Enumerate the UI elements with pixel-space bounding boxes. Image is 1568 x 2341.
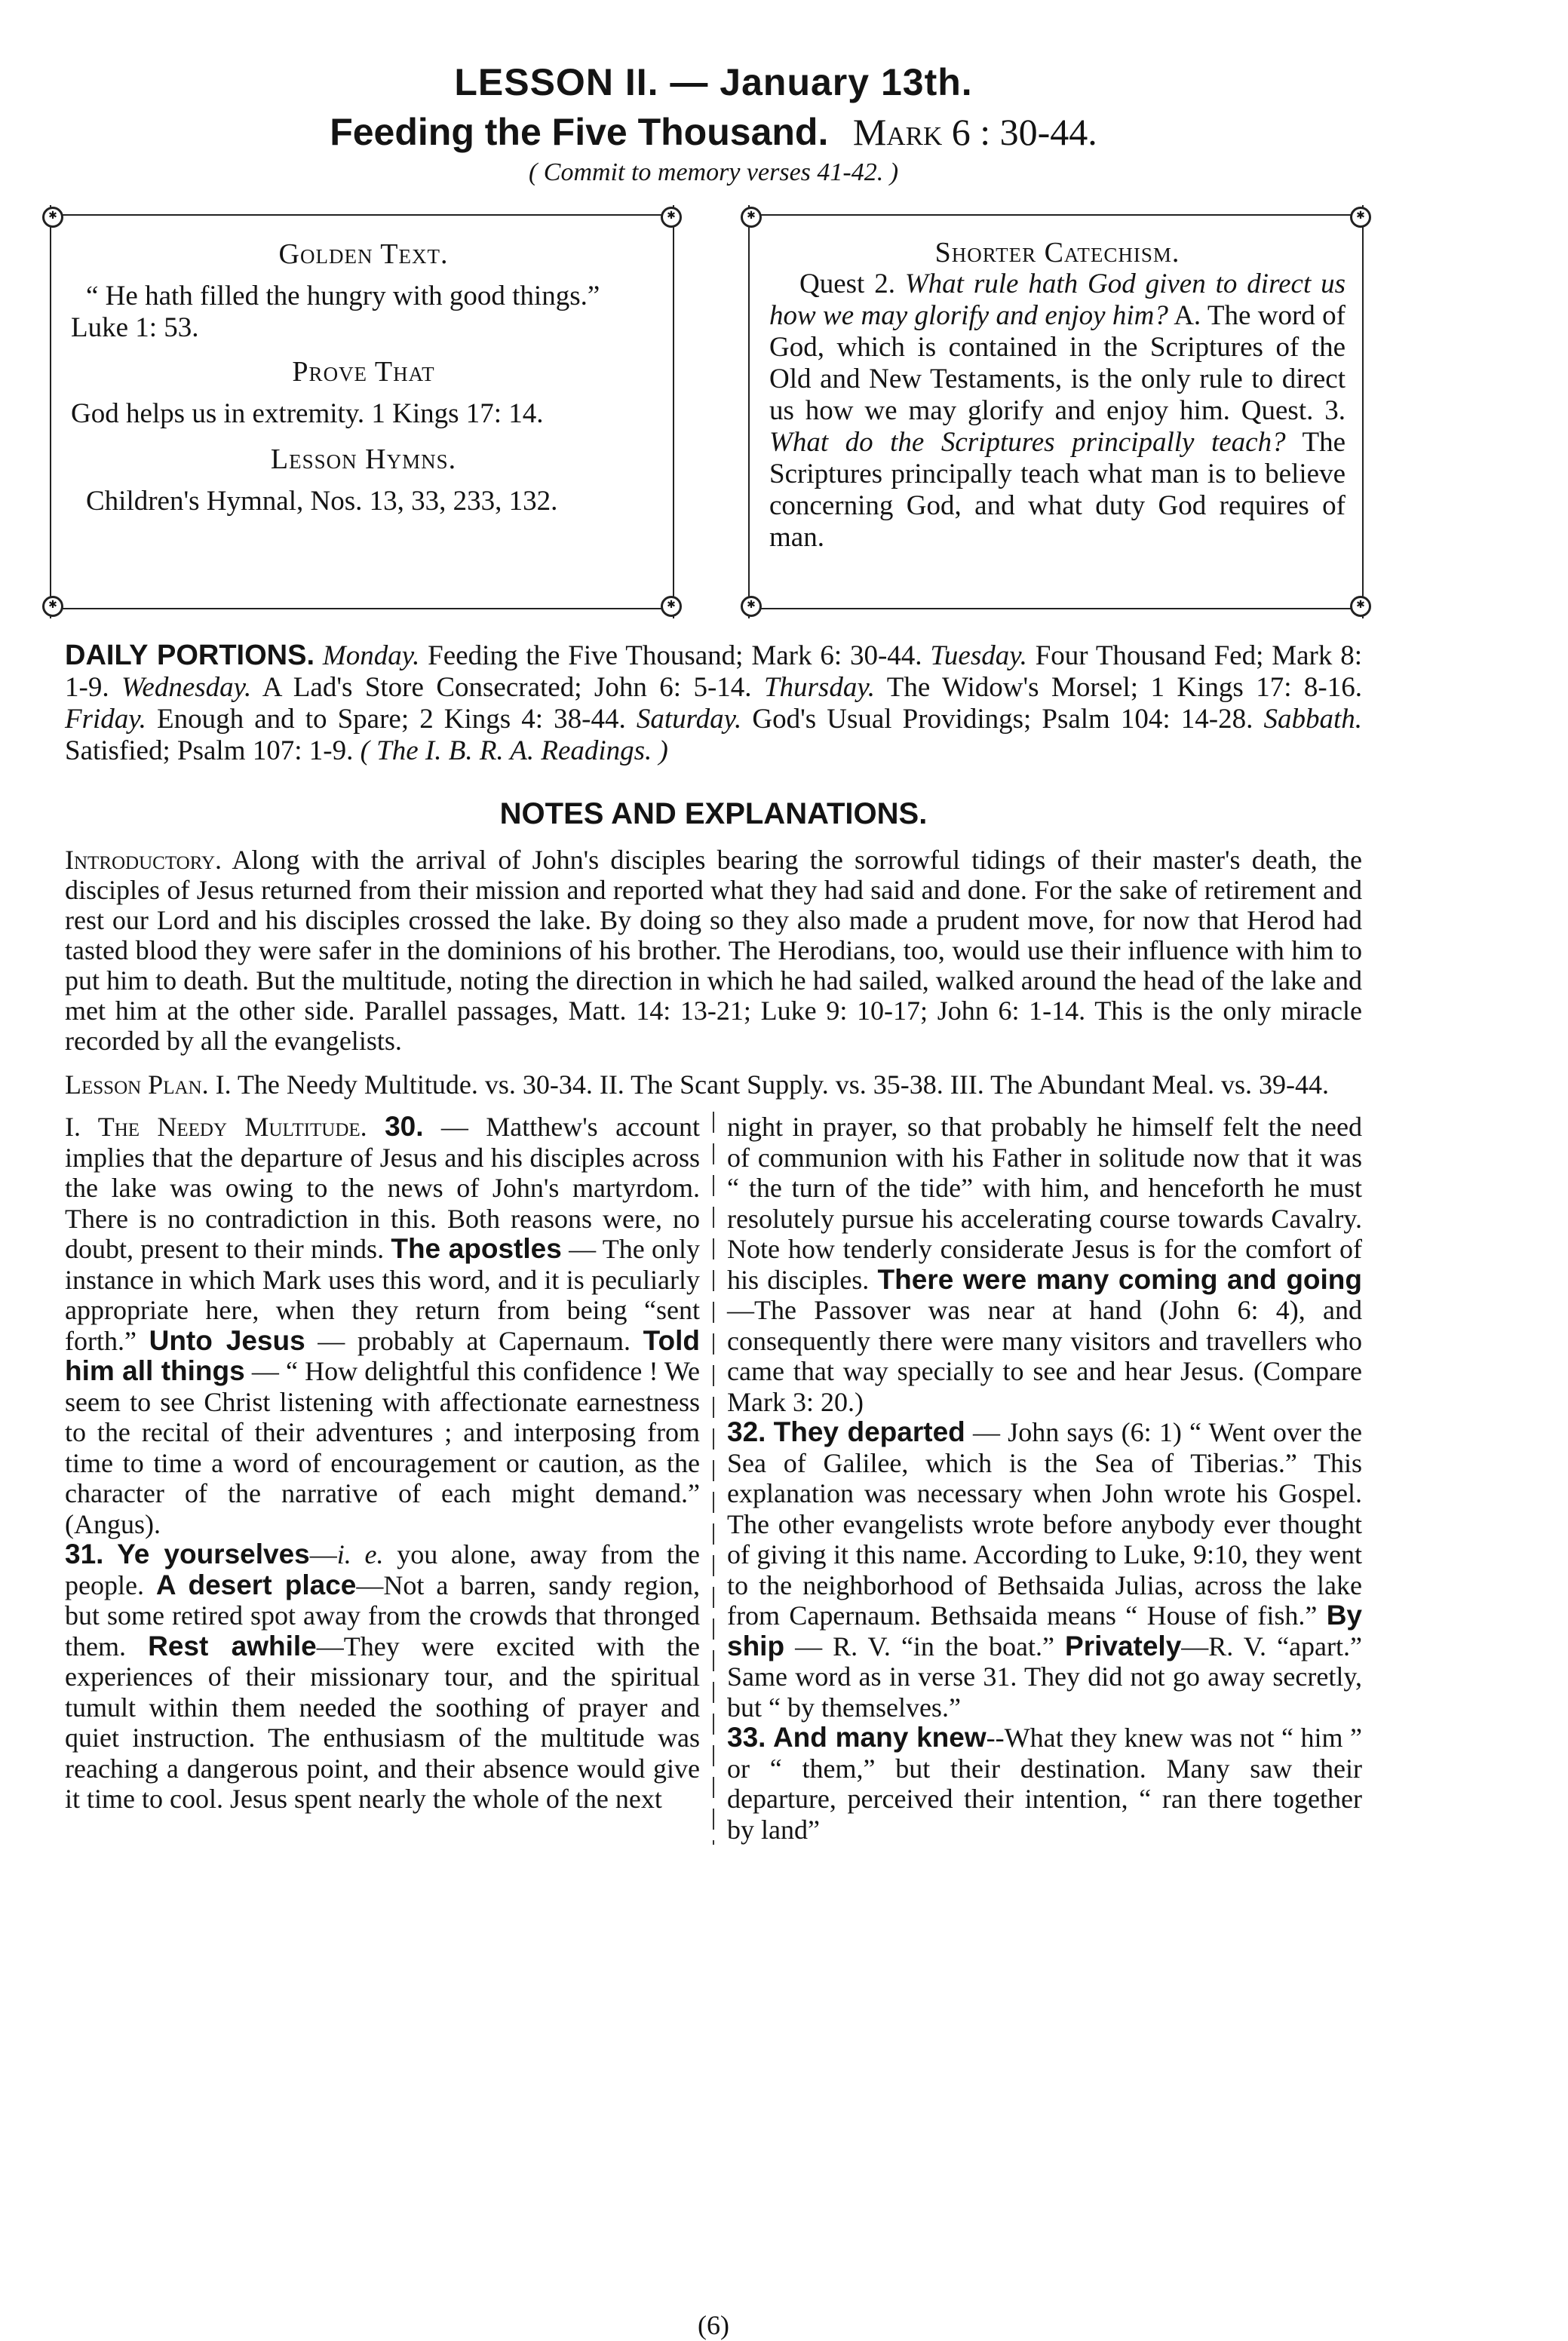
page <box>48 60 1365 2340</box>
verse-number: 31. <box>65 1539 104 1569</box>
keyword: Told him all things <box>65 1324 701 1386</box>
golden-text-box <box>50 205 674 618</box>
day-label: Wednesday. <box>121 672 252 703</box>
note-text: — Matthew's account implies that the departure of Jesus and his disciples across the lake was owing to the news of John's martyrdom. There is no contradiction in this. Both reasons were, no doubt, present to their minds. <box>65 1112 701 1264</box>
note-text: — R. V. “in the boat.” <box>784 1631 1066 1661</box>
question-label: Quest 2. <box>799 268 895 299</box>
corner-ornament-icon: ✱ <box>1350 596 1371 617</box>
introductory-text: Along with the arrival of John's disciples bearing the sorrowful tidings of their master's death, the disciples of Jesus returned from their mission and reported what they had said and done. For the sake of retirement and rest our Lord and his disciples crossed the lake. By doing so they also made a prudent move, for now that Herod had tasted blood they were safer in the dominions of his brother. The Herodians, too, would use their influence with him to put him to death. But the multitude, noting the direction in which he had sailed, walked around the head of the lake and met him at the other side. Parallel passages, Matt. 14: 13-21; Luke 9: 10-17; John 6: 1-14. This is the only miracle recorded by all the evangelists. <box>65 845 1362 1056</box>
introductory-paragraph <box>65 845 1362 1056</box>
question-label: Quest. 3. <box>1241 395 1346 426</box>
lesson-plan-text: I. The Needy Multitude. vs. 30-34. II. The Scant Supply. vs. 35-38. III. The Abundant Meal. vs. 39-44. <box>208 1069 1330 1100</box>
column-divider <box>713 1112 714 1845</box>
day-reading: Satisfied; Psalm 107: 1-9. <box>65 735 361 766</box>
verse-33-note <box>727 1723 1362 1845</box>
day-label: Thursday. <box>763 672 875 703</box>
corner-ornament-icon: ✱ <box>661 207 682 228</box>
note-text: —They were excited with the experiences of their missionary tour, and the spiritual tumult within them needed the soothing of prayer and quiet instruction. The enthusiasm of the multitude was reaching a dangerous point, and their absence would give it time to cool. Jesus spent nearly the whole of the next <box>65 1631 700 1814</box>
verse-number: 33. <box>727 1722 766 1753</box>
golden-text-heading: Golden Text. <box>278 238 449 270</box>
catechism-heading: Shorter Catechism. <box>934 237 1180 268</box>
note-text: —R. V. “apart.” Same word as in verse 31. They did not go away secretly, but “ by themselves.” <box>727 1631 1363 1723</box>
corner-ornament-icon: ✱ <box>42 596 63 617</box>
day-label: Sabbath. <box>1263 704 1362 735</box>
verse-30-note <box>65 1112 700 1539</box>
note-text: — The only instance in which Mark uses this word, and it is peculiarly appropriate here, when they return from being “sent forth.” <box>65 1234 700 1356</box>
keyword: A desert place <box>155 1569 357 1600</box>
prove-that-text: God helps us in extremity. 1 Kings 17: 14. <box>71 398 544 429</box>
note-text: night in prayer, so that probably he himself felt the need of communion with his Father in solitude now that it was “ the turn of the tide” with him, and henceforth he must resolutely pursue his accelerating course towards Cavalry. Note how tenderly considerate Jesus is for the comfort of his disciples. <box>727 1112 1362 1295</box>
commentary-columns <box>65 1112 1362 1845</box>
lesson-subtitle <box>65 110 1362 154</box>
note-text: — “ How delightful this confidence ! We seem to see Christ listening with affectionate earnestness to the recital of their adventures ; and interposing from time to time a word of encouragement or caution, as the character of the narrative of each might demand.” (Angus). <box>65 1356 700 1539</box>
note-text: —Not a barren, sandy region, but some retired spot away from the crowds that thronged them. <box>65 1569 701 1661</box>
corner-ornament-icon: ✱ <box>741 596 762 617</box>
note-text: i. e. <box>336 1539 384 1569</box>
catechism-text <box>769 268 1346 554</box>
answer-text: The Scriptures principally teach what man is to believe concerning God, and what duty God requires of man. <box>769 427 1346 553</box>
day-reading: A Lad's Store Consecrated; John 6: 5-14. <box>251 672 764 703</box>
day-label: Tuesday. <box>930 640 1027 671</box>
introductory-label: Introductory. <box>65 845 222 875</box>
keyword: Rest awhile <box>148 1630 317 1661</box>
memory-verses: ( Commit to memory verses 41-42. ) <box>528 158 899 186</box>
corner-ornament-icon: ✱ <box>741 207 762 228</box>
keyword: Unto Jesus <box>149 1324 305 1356</box>
section-heading: I. The Needy Multitude. <box>65 1112 367 1142</box>
note-text: --What they knew was not “ him ” or “ them,” but their destination. Many saw their departure, perceived their intention, “ ran there together by land” <box>727 1723 1363 1845</box>
lesson-title: LESSON II. — January 13th. <box>454 61 973 103</box>
golden-text: “ He hath filled the hungry with good things.” Luke 1: 53. <box>71 281 600 343</box>
daily-portions <box>65 640 1362 767</box>
left-column <box>65 1112 700 1845</box>
question-text: What do the Scriptures principally teach? <box>769 427 1286 458</box>
keyword: Ye yourselves <box>117 1539 310 1569</box>
prove-that-heading: Prove That <box>292 356 435 388</box>
day-label: Friday. <box>65 704 146 735</box>
daily-portions-heading: DAILY PORTIONS. <box>65 640 315 671</box>
day-reading: Enough and to Spare; 2 Kings 4: 38-44. <box>146 704 637 735</box>
keyword: By ship <box>727 1600 1362 1661</box>
right-column <box>727 1112 1362 1845</box>
readings-source: ( The I. B. R. A. Readings. ) <box>360 735 668 766</box>
corner-ornament-icon: ✱ <box>42 207 63 228</box>
day-label: Saturday. <box>636 704 742 735</box>
info-boxes <box>48 205 1365 635</box>
keyword: There were many coming and going <box>877 1263 1363 1295</box>
verse-number: 30. <box>385 1111 424 1142</box>
corner-ornament-icon: ✱ <box>1350 207 1371 228</box>
lesson-subject: Feeding the Five Thousand. <box>330 111 829 153</box>
lesson-plan-paragraph <box>65 1069 1362 1100</box>
question-text: What rule hath God given to direct us how we may glorify and enjoy him? <box>769 268 1346 331</box>
corner-ornament-icon: ✱ <box>661 596 682 617</box>
verse-32-note <box>727 1417 1362 1723</box>
page-number: (6) <box>698 2310 729 2340</box>
note-text: — John says (6: 1) “ Went over the Sea of Galilee, which is the Sea of Tiberias.” This explanation was necessary when John wrote his Gospel. The other evangelists wrote before anybody ever thought of giving it this name. According to Luke, 9:10, they went to the neighborhood of Bethsaida Julias, across the lake from Capernaum. Bethsaida means “ House of fish.” <box>727 1417 1362 1631</box>
day-reading: Feeding the Five Thousand; Mark 6: 30-44. <box>419 640 931 671</box>
note-text: you alone, away from the people. <box>65 1539 701 1600</box>
day-reading: The Widow's Morsel; 1 Kings 17: 8-16. <box>874 672 1362 703</box>
day-label: Monday. <box>322 640 420 671</box>
note-text: — probably at Capernaum. <box>305 1325 643 1356</box>
keyword: Privately <box>1065 1630 1182 1661</box>
answer-text: A. The word of God, which is contained in the Scriptures of the Old and New Testaments, is the only rule to direct us how we may glorify and enjoy him. <box>769 300 1346 426</box>
keyword: And many knew <box>772 1722 987 1753</box>
day-reading: God's Usual Providings; Psalm 104: 14-28. <box>741 704 1264 735</box>
verse-number: 32. <box>727 1416 766 1447</box>
scripture-reference: Mark 6 : 30-44. <box>852 111 1097 153</box>
keyword: They departed <box>773 1416 965 1447</box>
verse-31-continued <box>727 1112 1362 1417</box>
lesson-hymns-text: Children's Hymnal, Nos. 13, 33, 233, 132. <box>86 486 558 517</box>
lesson-hymns-heading: Lesson Hymns. <box>270 443 457 475</box>
lesson-plan-label: Lesson Plan. <box>65 1069 209 1100</box>
keyword: The apostles <box>391 1233 562 1264</box>
catechism-box <box>748 205 1364 618</box>
note-text: — <box>309 1539 337 1569</box>
note-text: —The Passover was near at hand (John 6: 4), and consequently there were many visitors and travellers who came that way specially to see and hear Jesus. (Compare Mark 3: 20.) <box>727 1295 1362 1417</box>
day-reading: Four Thousand Fed; Mark 8: 1-9. <box>65 640 1363 703</box>
verse-31-note <box>65 1539 700 1815</box>
notes-heading: NOTES AND EXPLANATIONS. <box>499 797 928 830</box>
